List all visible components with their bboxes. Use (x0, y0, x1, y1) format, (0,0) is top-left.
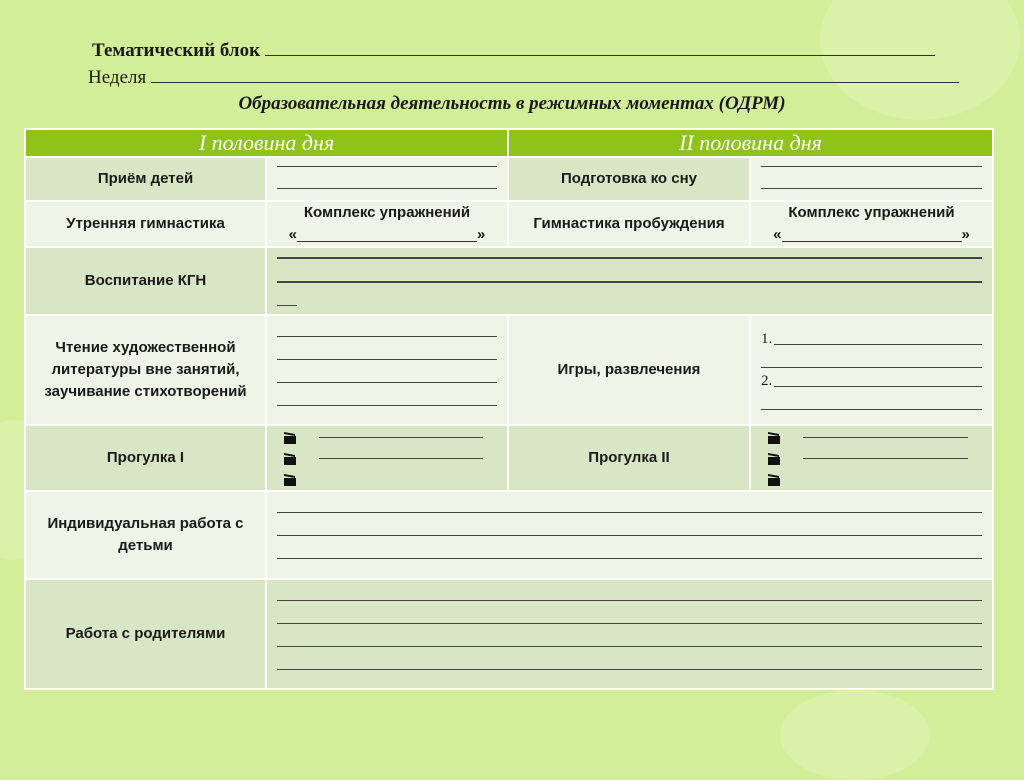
quote-right: » (961, 226, 970, 243)
table-row (25, 491, 993, 579)
awake-gym-label: Гимнастика пробуждения (508, 201, 750, 247)
walk1-label: Прогулка I (25, 425, 266, 491)
parents-field[interactable] (266, 579, 993, 689)
table-row (25, 315, 993, 425)
thematic-block-field[interactable] (265, 54, 935, 56)
walk2-field[interactable] (750, 425, 993, 491)
quote-left: « (773, 226, 782, 243)
walk2-label: Прогулка II (508, 425, 750, 491)
clapperboard-icon (283, 452, 297, 465)
individual-label: Индивидуальная работа с детьми (25, 491, 266, 579)
reception-label: Приём детей (25, 157, 266, 201)
week-label: Неделя (88, 67, 147, 88)
kgn-field[interactable] (266, 247, 993, 315)
morning-gym-label: Утренняя гимнастика (25, 201, 266, 247)
table-row (25, 425, 993, 491)
thematic-block-label: Тематический блок (92, 40, 261, 61)
week-field[interactable] (151, 81, 959, 83)
clapperboard-icon (767, 473, 781, 486)
plan-table (24, 128, 994, 690)
reception-field[interactable] (266, 157, 508, 201)
games-label: Игры, развлечения (508, 315, 750, 425)
clapperboard-icon (283, 473, 297, 486)
complex2-cell[interactable] (750, 201, 993, 247)
table-row (25, 579, 993, 689)
clapperboard-icon (767, 431, 781, 444)
walk1-field[interactable] (266, 425, 508, 491)
clapperboard-icon (283, 431, 297, 444)
table-row (25, 157, 993, 201)
complex1-label: Комплекс упражнений (303, 204, 471, 221)
games-field[interactable] (750, 315, 993, 425)
complex1-field (273, 224, 501, 246)
sleep-prep-label: Подготовка ко сну (508, 157, 750, 201)
page-subtitle: Образовательная деятельность в режимных моментах (ОДРМ) (238, 93, 786, 114)
first-half-header: I половина дня (25, 129, 508, 157)
quote-right: » (477, 226, 486, 243)
kgn-label: Воспитание КГН (25, 247, 266, 315)
table-row (25, 201, 993, 247)
complex2-label: Комплекс упражнений (788, 204, 955, 221)
complex1-cell[interactable] (266, 201, 508, 247)
parents-label: Работа с родителями (25, 579, 266, 689)
complex2-field (757, 224, 986, 246)
table-row (25, 247, 993, 315)
games-item-2-number: 2. (761, 373, 773, 389)
reading-label: Чтение художественной литературы вне занятий, заучивание стихотворений (25, 315, 266, 425)
table-header-row (25, 129, 993, 157)
thematic-block-line (92, 40, 935, 70)
individual-field[interactable] (266, 491, 993, 579)
butterfly-decoration (780, 690, 930, 780)
quote-left: « (288, 226, 297, 243)
clapperboard-icon (767, 452, 781, 465)
sleep-prep-field[interactable] (750, 157, 993, 201)
complex2-line (782, 240, 962, 242)
second-half-header: II половина дня (508, 129, 993, 157)
games-item-1-number: 1. (761, 331, 773, 347)
complex1-line (297, 240, 477, 242)
reading-field[interactable] (266, 315, 508, 425)
